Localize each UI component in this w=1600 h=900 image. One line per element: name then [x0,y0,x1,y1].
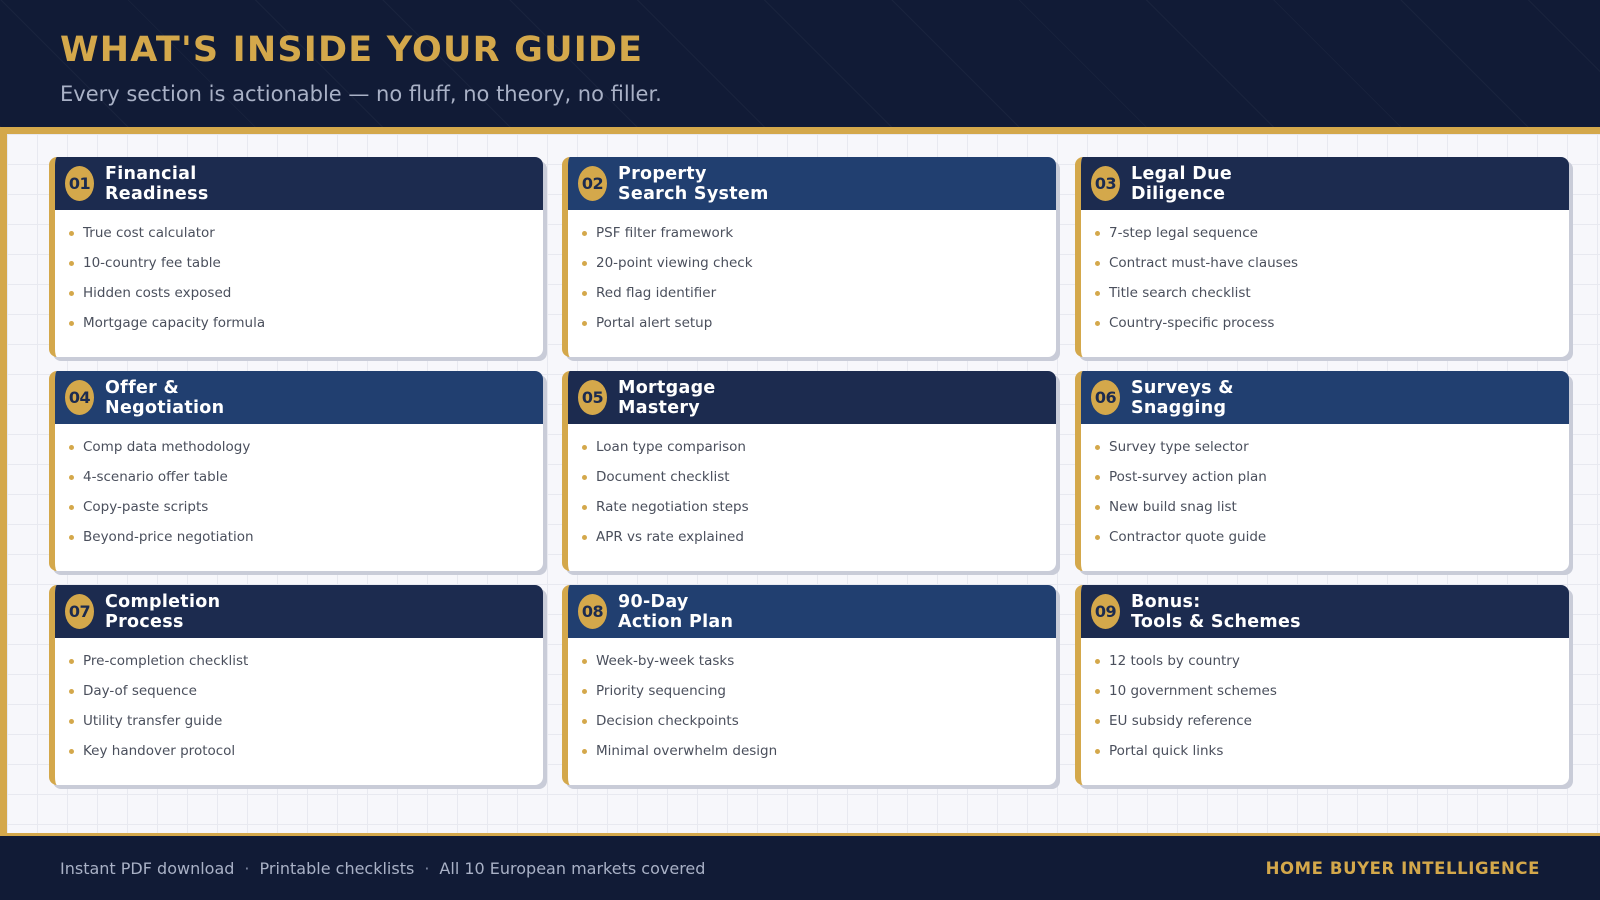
page-subtitle: Every section is actionable — no fluff, no theory, no filler. [60,82,662,106]
section-item-list [55,424,543,552]
bullet-icon [69,261,74,266]
section-number-badge: 01 [65,166,94,201]
section-card-01 [49,157,543,357]
list-item [69,278,543,308]
bullet-icon [582,749,587,754]
card-header [55,585,543,638]
header-banner [0,0,1600,127]
section-item-list [55,210,543,338]
bullet-icon [1095,261,1100,266]
section-title: Completion Process [105,591,221,632]
list-item [1095,646,1569,676]
list-item [69,522,543,552]
section-title: Mortgage Mastery [618,377,716,418]
bullet-icon [1095,321,1100,326]
section-title: Legal Due Diligence [1131,163,1233,204]
list-item [582,218,1056,248]
list-item-label: Week-by-week tasks [596,653,735,669]
card-header [568,585,1056,638]
bullet-icon [69,291,74,296]
list-item-label: 10 government schemes [1109,683,1277,699]
bullet-icon [582,321,587,326]
list-item [1095,432,1569,462]
list-item-label: Hidden costs exposed [83,285,232,301]
section-number-badge: 05 [578,380,607,415]
card-header [55,371,543,424]
list-item-label: Decision checkpoints [596,713,739,729]
section-title: Surveys & Snagging [1131,377,1234,418]
section-card-05 [562,371,1056,571]
section-title: Financial Readiness [105,163,209,204]
list-item-label: Loan type comparison [596,439,746,455]
bullet-icon [69,749,74,754]
list-item-label: New build snag list [1109,499,1237,515]
bullet-icon [1095,535,1100,540]
footer-separator: · [424,858,430,878]
list-item-label: Survey type selector [1109,439,1249,455]
footer-bar [0,836,1600,900]
list-item [582,462,1056,492]
section-item-list [1081,638,1569,766]
footer-features [60,836,705,900]
list-item [1095,492,1569,522]
list-item [1095,462,1569,492]
list-item-label: Contract must-have clauses [1109,255,1299,271]
list-item-label: 20-point viewing check [596,255,753,271]
list-item [69,706,543,736]
list-item [69,492,543,522]
list-item-label: 7-step legal sequence [1109,225,1258,241]
list-item [1095,676,1569,706]
list-item [69,248,543,278]
card-header [55,157,543,210]
list-item-label: Utility transfer guide [83,713,223,729]
list-item-label: EU subsidy reference [1109,713,1252,729]
bullet-icon [1095,749,1100,754]
section-title: Property Search System [618,163,769,204]
footer-feature-checklists: Printable checklists [259,858,415,878]
card-header [1081,157,1569,210]
list-item [69,736,543,766]
list-item-label: Country-specific process [1109,315,1275,331]
bullet-icon [1095,689,1100,694]
list-item-label: Minimal overwhelm design [596,743,778,759]
list-item [1095,522,1569,552]
list-item-label: Post-survey action plan [1109,469,1267,485]
section-number-badge: 07 [65,594,94,629]
bullet-icon [582,535,587,540]
list-item [69,462,543,492]
list-item-label: Portal alert setup [596,315,713,331]
bullet-icon [582,475,587,480]
bullet-icon [69,505,74,510]
section-number-badge: 08 [578,594,607,629]
list-item-label: PSF filter framework [596,225,734,241]
section-card-07 [49,585,543,785]
section-item-list [568,638,1056,766]
section-card-08 [562,585,1056,785]
section-number-badge: 02 [578,166,607,201]
list-item-label: Comp data methodology [83,439,251,455]
bullet-icon [1095,291,1100,296]
list-item [1095,308,1569,338]
list-item [69,676,543,706]
section-card-03 [1075,157,1569,357]
bullet-icon [1095,505,1100,510]
list-item [582,736,1056,766]
footer-feature-pdf: Instant PDF download [60,858,235,878]
list-item-label: Pre-completion checklist [83,653,249,669]
section-card-02 [562,157,1056,357]
list-item-label: True cost calculator [83,225,215,241]
card-header [568,157,1056,210]
section-title: Bonus: Tools & Schemes [1131,591,1301,632]
list-item [69,432,543,462]
list-item [1095,736,1569,766]
bullet-icon [69,719,74,724]
bullet-icon [582,719,587,724]
list-item-label: Priority sequencing [596,683,726,699]
list-item-label: APR vs rate explained [596,529,744,545]
list-item-label: 10-country fee table [83,255,221,271]
card-header [1081,371,1569,424]
list-item [582,522,1056,552]
list-item-label: Contractor quote guide [1109,529,1267,545]
section-number-badge: 09 [1091,594,1120,629]
list-item-label: Key handover protocol [83,743,236,759]
section-item-list [568,210,1056,338]
list-item-label: Portal quick links [1109,743,1224,759]
bullet-icon [582,231,587,236]
bullet-icon [1095,445,1100,450]
section-card-09 [1075,585,1569,785]
bullet-icon [69,231,74,236]
bullet-icon [69,659,74,664]
footer-feature-markets: All 10 European markets covered [439,858,706,878]
bullet-icon [69,535,74,540]
list-item-label: Rate negotiation steps [596,499,749,515]
list-item [1095,218,1569,248]
list-item [1095,278,1569,308]
section-title: Offer & Negotiation [105,377,225,418]
list-item [69,308,543,338]
bullet-icon [582,261,587,266]
list-item [582,706,1056,736]
list-item-label: Day-of sequence [83,683,197,699]
bullet-icon [69,321,74,326]
list-item-label: Title search checklist [1109,285,1251,301]
gold-divider-left [0,127,7,835]
bullet-icon [582,505,587,510]
section-title: 90-Day Action Plan [618,591,734,632]
page-title: WHAT'S INSIDE YOUR GUIDE [60,30,644,70]
bullet-icon [1095,659,1100,664]
bullet-icon [582,689,587,694]
bullet-icon [1095,719,1100,724]
section-card-04 [49,371,543,571]
list-item [582,492,1056,522]
list-item [582,676,1056,706]
bullet-icon [582,445,587,450]
list-item [582,248,1056,278]
bullet-icon [1095,475,1100,480]
list-item-label: Copy-paste scripts [83,499,209,515]
list-item [69,218,543,248]
card-header [568,371,1056,424]
gold-divider-top [0,127,1600,134]
list-item-label: Beyond-price negotiation [83,529,254,545]
bullet-icon [69,689,74,694]
section-number-badge: 04 [65,380,94,415]
bullet-icon [582,659,587,664]
section-item-list [568,424,1056,552]
section-item-list [55,638,543,766]
bullet-icon [69,475,74,480]
footer-separator: · [244,858,250,878]
list-item-label: Mortgage capacity formula [83,315,266,331]
section-number-badge: 03 [1091,166,1120,201]
list-item-label: Red flag identifier [596,285,717,301]
card-header [1081,585,1569,638]
list-item [1095,706,1569,736]
section-card-06 [1075,371,1569,571]
bullet-icon [1095,231,1100,236]
bullet-icon [582,291,587,296]
list-item [582,308,1056,338]
section-number-badge: 06 [1091,380,1120,415]
list-item [582,278,1056,308]
list-item [1095,248,1569,278]
section-item-list [1081,210,1569,338]
list-item-label: 12 tools by country [1109,653,1240,669]
list-item [69,646,543,676]
list-item-label: Document checklist [596,469,730,485]
section-item-list [1081,424,1569,552]
list-item-label: 4-scenario offer table [83,469,228,485]
brand-name: HOME BUYER INTELLIGENCE [1265,858,1540,878]
bullet-icon [69,445,74,450]
list-item [582,646,1056,676]
list-item [582,432,1056,462]
